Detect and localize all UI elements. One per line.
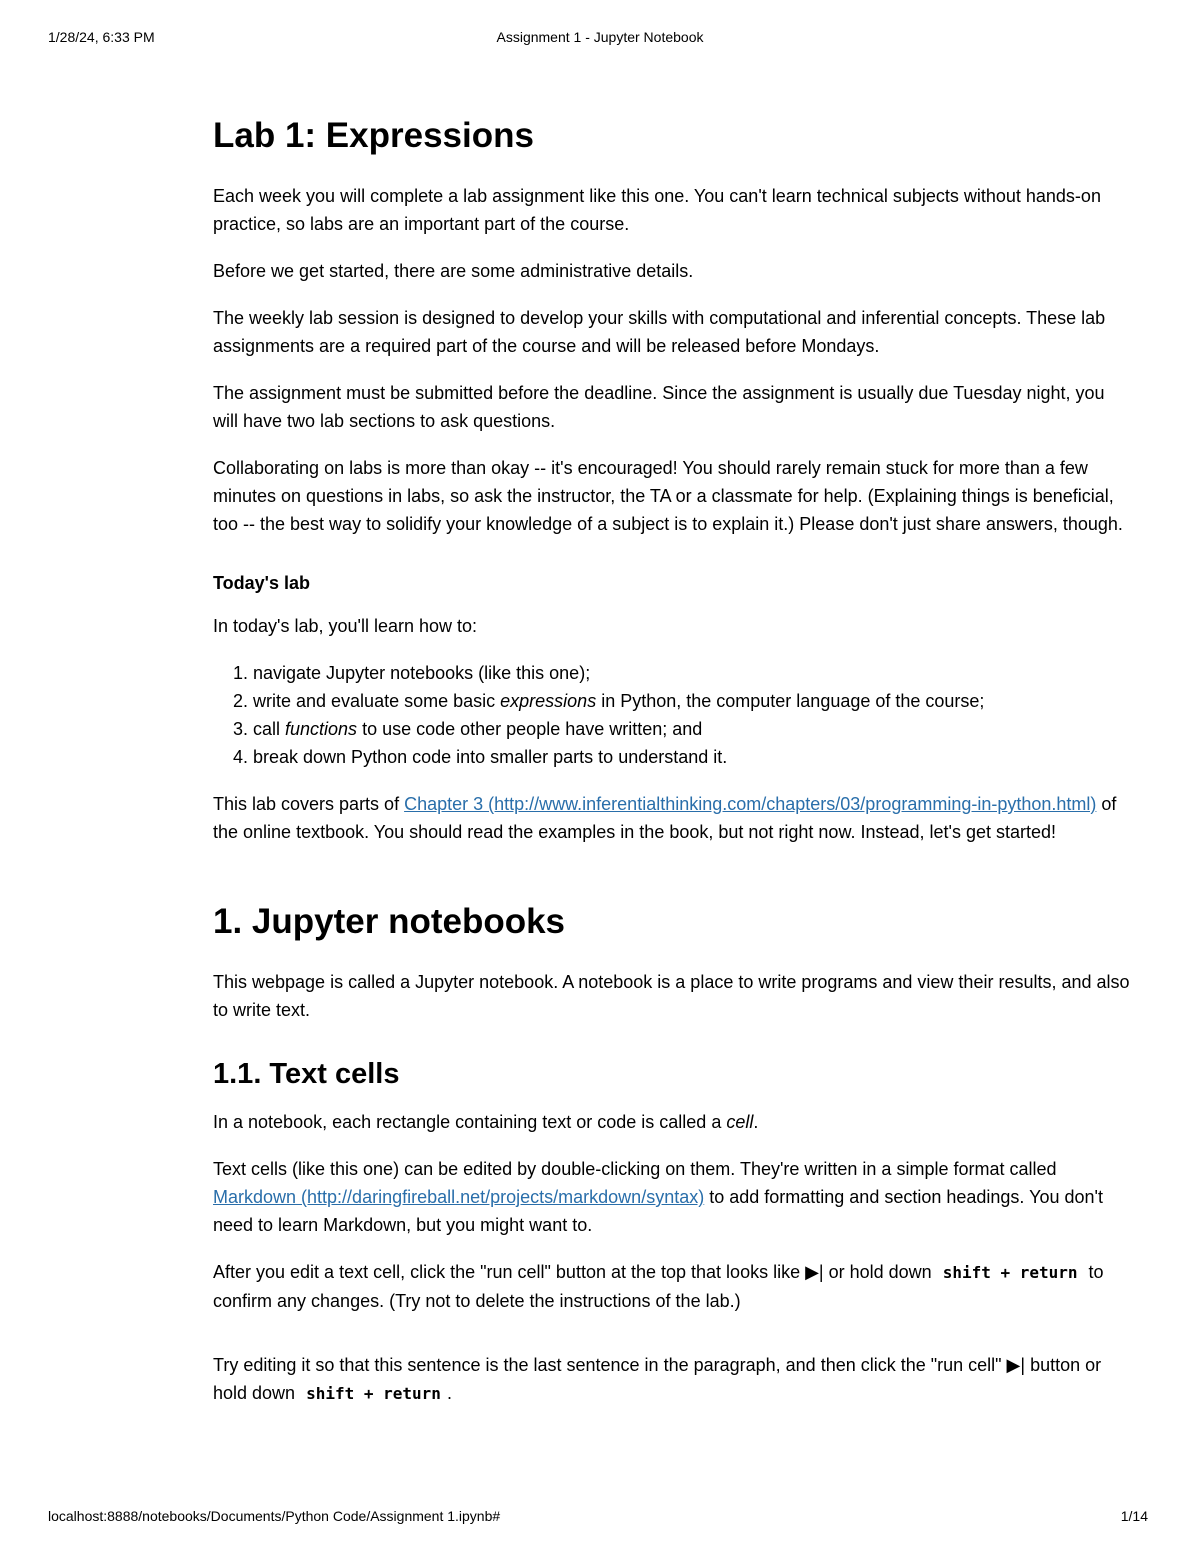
print-datetime: 1/28/24, 6:33 PM (48, 29, 155, 45)
paragraph-text: to confirm any changes. (Try not to delete the instructions of the lab.) (213, 1262, 1104, 1311)
paragraph-text: of the online textbook. You should read the examples in the book, but not right now. Instead, let's get started! (213, 794, 1117, 842)
shift-return-code: shift + return (306, 1384, 441, 1403)
cell-definition-paragraph (213, 1108, 1133, 1136)
list-item-text: navigate Jupyter notebooks (like this one); (253, 663, 591, 683)
markdown-link[interactable]: Markdown (http://daringfireball.net/projects/markdown/syntax) (213, 1187, 705, 1207)
print-page-number: 1/14 (1120, 1508, 1148, 1524)
admin-paragraph: Before we get started, there are some administrative details. (213, 261, 694, 281)
list-item (253, 687, 1133, 715)
paragraph-text: Text cells (like this one) can be edited by double-clicking on them. They're written in a simple format called (213, 1159, 1057, 1179)
section-jupyter-heading: 1. Jupyter notebooks (213, 902, 566, 941)
list-item-text: write and evaluate some basic (253, 691, 501, 711)
learning-goals-list (213, 659, 1133, 771)
collaboration-paragraph: Collaborating on labs is more than okay -- it's encouraged! You should rarely remain stuck for more than a few minutes on questions in labs, so ask the instructor, the TA or a classmate for help. (Explaining things is beneficial, too -- the best way to solidify your knowledge of a subject is to explain it.) Please don't just share answers, though. (213, 458, 1123, 534)
chapter-paragraph (213, 790, 1133, 846)
print-url: localhost:8888/notebooks/Documents/Python Code/Assignment 1.ipynb# (48, 1508, 501, 1524)
list-item (253, 659, 1133, 687)
emphasis-text: cell (726, 1112, 754, 1132)
paragraph-text: to add formatting and section headings. You don't need to learn Markdown, but you might want to. (213, 1187, 1103, 1235)
markdown-paragraph (213, 1155, 1133, 1239)
paragraph-text: After you edit a text cell, click the "run cell" button at the top that looks like ▶| or hold down (213, 1262, 937, 1282)
print-header (0, 29, 1200, 49)
deadline-paragraph: The assignment must be submitted before the deadline. Since the assignment is usually due Tuesday night, you will have two lab sections to ask questions. (213, 383, 1105, 431)
lab-title: Lab 1: Expressions (213, 116, 534, 155)
list-item (253, 743, 1133, 771)
todays-lab-intro: In today's lab, you'll learn how to: (213, 616, 478, 636)
list-item-text: break down Python code into smaller parts to understand it. (253, 747, 728, 767)
try-editing-paragraph (213, 1351, 1133, 1408)
paragraph-text: In a notebook, each rectangle containing text or code is called a (213, 1112, 727, 1132)
session-paragraph: The weekly lab session is designed to develop your skills with computational and inferential concepts. These lab assignments are a required part of the course and will be released before Mondays. (213, 308, 1106, 356)
run-cell-paragraph (213, 1258, 1133, 1315)
paragraph-text: This lab covers parts of (213, 794, 405, 814)
list-item-text: to use code other people have written; and (357, 719, 703, 739)
paragraph-text: . (753, 1112, 759, 1132)
notebook-description: This webpage is called a Jupyter notebook. A notebook is a place to write programs and view their results, and also to write text. (213, 972, 1130, 1020)
notebook-content (213, 112, 1133, 1427)
list-item-text: call (253, 719, 286, 739)
chapter-3-link[interactable]: Chapter 3 (http://www.inferentialthinking.com/chapters/03/programming-in-python.html) (404, 794, 1097, 814)
print-footer (0, 1508, 1200, 1528)
list-item (253, 715, 1133, 743)
section-text-cells-heading: 1.1. Text cells (213, 1058, 400, 1090)
todays-lab-heading: Today's lab (213, 573, 310, 593)
paragraph-text: . (446, 1383, 452, 1403)
shift-return-code: shift + return (942, 1263, 1078, 1282)
emphasis-text: expressions (500, 691, 597, 711)
intro-paragraph: Each week you will complete a lab assignment like this one. You can't learn technical subjects without hands-on practice, so labs are an important part of the course. (213, 186, 1101, 234)
list-item-text: in Python, the computer language of the course; (596, 691, 985, 711)
print-title: Assignment 1 - Jupyter Notebook (496, 29, 704, 45)
paragraph-text: Try editing it so that this sentence is the last sentence in the paragraph, and then click the "run cell" ▶| button or hold down (213, 1355, 1102, 1403)
emphasis-text: functions (285, 719, 358, 739)
